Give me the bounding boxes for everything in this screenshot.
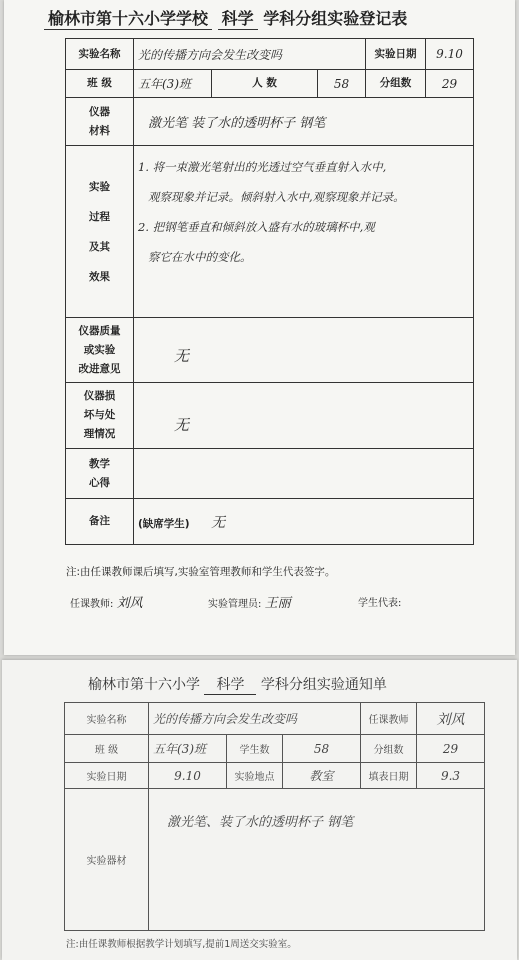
process-step-2a: 2. 把钢笔垂直和倾斜放入盛有水的玻璃杯中,观	[138, 220, 375, 234]
row-experiment-name	[66, 39, 474, 70]
notice-row-name	[65, 703, 485, 735]
value-remarks	[134, 499, 474, 545]
notice-form-sheet	[2, 660, 517, 960]
notice-label-teacher: 任课教师	[361, 703, 417, 735]
notice-label-class: 班 级	[65, 735, 149, 763]
signature-student-rep	[358, 594, 401, 609]
teacher-label: 任课教师:	[70, 599, 114, 610]
registration-form-title	[44, 6, 494, 30]
process-step-2b: 察它在水中的变化。	[148, 250, 252, 264]
label-absent: (缺席学生)	[138, 517, 190, 530]
notice-value-teacher: 刘风	[417, 703, 485, 735]
notice-value-equipment: 激光笔、装了水的透明杯子 钢笔	[149, 789, 485, 931]
notice-label-equipment: 实验器材	[65, 789, 149, 931]
value-headcount: 58	[318, 70, 366, 98]
row-process	[66, 146, 474, 318]
label-headcount: 人 数	[212, 70, 318, 98]
label-experiment-name: 实验名称	[66, 39, 134, 70]
value-experiment-date: 9.10	[426, 39, 474, 70]
notice-label-students: 学生数	[227, 735, 283, 763]
signature-lab-admin	[208, 592, 291, 611]
notice-value-experiment-name: 光的传播方向会发生改变吗	[149, 703, 361, 735]
registration-form-sheet	[4, 0, 515, 655]
teacher-signature: 刘风	[116, 596, 143, 611]
label-process: 实验 过程 及其 效果	[66, 146, 134, 318]
label-experiment-date: 实验日期	[366, 39, 426, 70]
value-quality: 无	[134, 318, 474, 383]
row-reflection	[66, 449, 474, 499]
registration-note: 注:由任课教师课后填写,实验室管理教师和学生代表签字。	[66, 566, 336, 578]
notice-row-date	[65, 763, 485, 789]
label-quality: 仪器质量 或实验 改进意见	[66, 318, 134, 383]
value-process	[134, 146, 474, 318]
notice-title-school: 榆林市第十六小学	[88, 677, 200, 693]
value-group-count: 29	[426, 70, 474, 98]
row-damage	[66, 383, 474, 449]
signature-teacher	[70, 592, 143, 611]
label-reflection: 教学 心得	[66, 449, 134, 499]
value-absent: 无	[211, 514, 226, 531]
notice-row-class	[65, 735, 485, 763]
notice-label-group-count: 分组数	[361, 735, 417, 763]
notice-value-students: 58	[283, 735, 361, 763]
registration-table	[65, 38, 474, 545]
notice-label-location: 实验地点	[227, 763, 283, 789]
notice-form-title	[88, 674, 508, 695]
value-equipment: 激光笔 装了水的透明杯子 钢笔	[134, 98, 474, 146]
notice-value-date: 9.10	[149, 763, 227, 789]
process-step-1b: 观察现象并记录。倾斜射入水中,观察现象并记录。	[148, 190, 405, 204]
lab-admin-signature: 王丽	[264, 596, 291, 611]
row-class	[66, 70, 474, 98]
label-damage: 仪器损 坏与处 理情况	[66, 383, 134, 449]
row-remarks	[66, 499, 474, 545]
notice-title-subject: 科学	[204, 674, 256, 695]
title-subject: 科学	[218, 6, 258, 30]
row-equipment	[66, 98, 474, 146]
notice-table	[64, 702, 485, 931]
notice-note: 注:由任课教师根据教学计划填写,提前1周送交实验室。	[66, 939, 297, 950]
label-class: 班 级	[66, 70, 134, 98]
notice-value-location: 教室	[283, 763, 361, 789]
value-experiment-name: 光的传播方向会发生改变吗	[134, 39, 366, 70]
notice-title-suffix: 学科分组实验通知单	[260, 677, 387, 693]
notice-value-class: 五年(3)班	[149, 735, 227, 763]
label-remarks: 备注	[66, 499, 134, 545]
notice-row-equipment	[65, 789, 485, 931]
student-rep-label: 学生代表:	[358, 598, 402, 609]
notice-label-date: 实验日期	[65, 763, 149, 789]
notice-value-fill-date: 9.3	[417, 763, 485, 789]
title-school: 榆林市第十六小学学校	[44, 6, 212, 30]
title-suffix: 学科分组实验登记表	[263, 9, 408, 28]
value-damage: 无	[134, 383, 474, 449]
lab-admin-label: 实验管理员:	[208, 599, 262, 610]
label-equipment: 仪器 材料	[66, 98, 134, 146]
row-quality	[66, 318, 474, 383]
value-reflection	[134, 449, 474, 499]
label-group-count: 分组数	[366, 70, 426, 98]
process-step-1a: 1. 将一束激光笔射出的光透过空气垂直射入水中,	[138, 160, 387, 174]
notice-label-fill-date: 填表日期	[361, 763, 417, 789]
notice-value-group-count: 29	[417, 735, 485, 763]
notice-label-experiment-name: 实验名称	[65, 703, 149, 735]
value-class: 五年(3)班	[134, 70, 212, 98]
